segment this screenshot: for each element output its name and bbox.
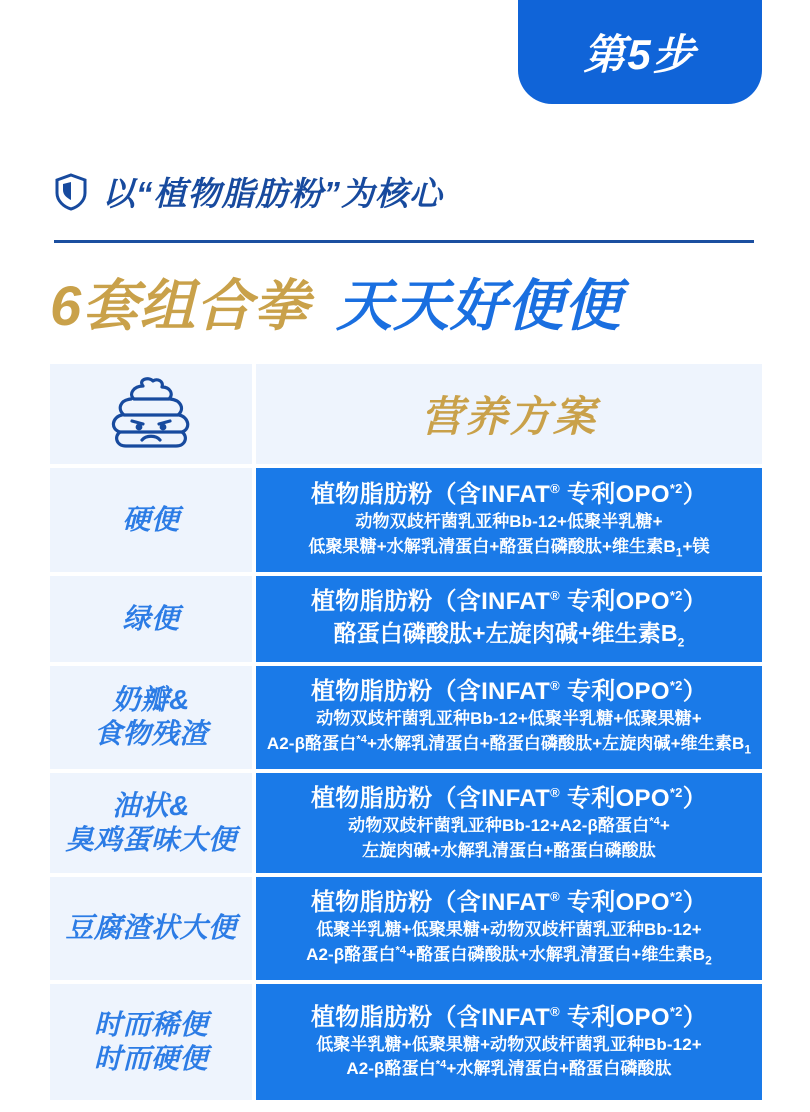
table-row-sub: 左旋肉碱+水解乳清蛋白+酪蛋白磷酸肽 — [362, 840, 656, 860]
table-row-main: 植物脂肪粉（含INFAT® 专利OPO$^{*2}$） — [310, 784, 708, 812]
table-row-content-cell — [256, 576, 762, 662]
table-row-label-cell — [50, 773, 256, 873]
table-row-label-cell — [50, 576, 256, 662]
table-header-title: 营养方案 — [420, 393, 597, 440]
table-row — [50, 468, 762, 576]
table-row-sub: 动物双歧杆菌乳亚种Bb-12+低聚半乳糖+ — [355, 511, 663, 531]
table-row-sub: A2-β酪蛋白$^{*4}$+酪蛋白磷酸肽+水解乳清蛋白+维生素$B_2$ — [306, 944, 712, 968]
table-row-label-cell — [50, 984, 256, 1100]
page-title-gold: 6套组合拳 — [50, 274, 311, 337]
table-row-label: 油状& 臭鸡蛋味大便 — [65, 789, 237, 856]
table-row — [50, 877, 762, 984]
table-row-main: 植物脂肪粉（含INFAT® 专利OPO$^{*2}$） — [310, 889, 708, 917]
table-row-content-cell — [256, 877, 762, 980]
shield-icon — [54, 173, 88, 211]
table-row-sub: 动物双歧杆菌乳亚种Bb-12+低聚半乳糖+低聚果糖+ — [316, 709, 702, 729]
core-headline-text: 以“植物脂肪粉”为核心 — [102, 175, 443, 212]
table-row-content-cell — [256, 984, 762, 1100]
table-row-sub: A2-β酪蛋白$^{*4}$+水解乳清蛋白+酪蛋白磷酸肽 — [346, 1058, 672, 1079]
table-row — [50, 984, 762, 1100]
table-row — [50, 666, 762, 773]
table-row-label: 奶瓣& 食物残渣 — [93, 684, 208, 750]
table-row — [50, 773, 762, 877]
table-header-title-cell — [256, 364, 762, 464]
table-row-content-cell — [256, 773, 762, 873]
table-row-content-cell — [256, 468, 762, 572]
table-header-row — [50, 364, 762, 468]
table-row-sub: 低聚半乳糖+低聚果糖+动物双歧杆菌乳亚种Bb-12+ — [316, 1034, 702, 1054]
table-row-main: 植物脂肪粉（含INFAT® 专利OPO$^{*2}$） — [310, 1003, 708, 1031]
poop-face-icon — [108, 374, 194, 454]
core-headline — [54, 168, 443, 215]
table-row-sub: 动物双歧杆菌乳亚种Bb-12+A2-β酪蛋白$^{*4}$+ — [348, 815, 670, 835]
table-row-sub: 低聚半乳糖+低聚果糖+动物双歧杆菌乳亚种Bb-12+ — [316, 920, 702, 940]
table-row-main: 植物脂肪粉（含INFAT® 专利OPO$^{*2}$） — [310, 480, 708, 508]
table-row-main: 植物脂肪粉（含INFAT® 专利OPO$^{*2}$） — [310, 588, 708, 615]
table-row-sub: 酪蛋白磷酸肽+左旋肉碱+维生素$B_2$ — [333, 620, 685, 650]
page-title — [50, 262, 762, 342]
table-row-label-cell — [50, 468, 256, 572]
table-row-main: 植物脂肪粉（含INFAT® 专利OPO$^{*2}$） — [310, 678, 708, 706]
table-row-label: 时而稀便 时而硬便 — [93, 1008, 208, 1074]
table-row-sub: A2-β酪蛋白$^{*4}$+水解乳清蛋白+酪蛋白磷酸肽+左旋肉碱+维生素$B_1$ — [266, 733, 752, 757]
step-badge-label: 第5步 — [583, 31, 697, 78]
headline-divider — [54, 240, 754, 243]
table-row-label-cell — [50, 877, 256, 980]
table-row-label: 绿便 — [122, 603, 180, 634]
table-row-label: 豆腐渣状大便 — [65, 912, 237, 944]
table-row-sub: 低聚果糖+水解乳清蛋白+酪蛋白磷酸肽+维生素$B_1+$镁 — [308, 536, 710, 559]
table-row — [50, 576, 762, 666]
step-badge — [518, 0, 762, 104]
table-row-label-cell — [50, 666, 256, 769]
page-title-blue: 天天好便便 — [336, 274, 622, 337]
table-row-content-cell — [256, 666, 762, 769]
table-row-label: 硬便 — [122, 503, 180, 535]
table-header-icon-cell — [50, 364, 256, 464]
nutrition-table — [50, 364, 762, 1100]
